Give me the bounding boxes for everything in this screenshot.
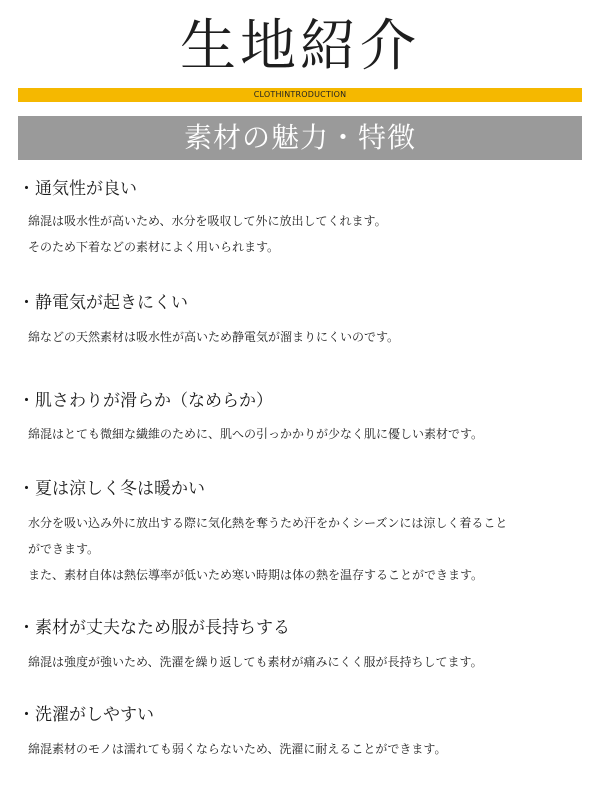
feature-text: ができます。: [28, 542, 100, 556]
feature-text: 綿などの天然素材は吸水性が高いため静電気が溜まりにくいのです。: [28, 330, 400, 344]
feature-heading: ・洗濯がしやすい: [18, 705, 154, 725]
feature-heading: ・通気性が良い: [18, 179, 137, 199]
feature-heading: ・夏は涼しく冬は暖かい: [18, 479, 205, 499]
feature-heading: ・素材が丈夫なため服が長持ちする: [18, 618, 290, 638]
feature-text: 綿混は吸水性が高いため、水分を吸収して外に放出してくれます。: [28, 214, 387, 228]
feature-text: そのため下着などの素材によく用いられます。: [28, 240, 280, 254]
feature-text: 綿混素材のモノは濡れても弱くならないため、洗濯に耐えることができます。: [28, 742, 447, 756]
feature-durability: [18, 617, 582, 675]
page-title: 生地紹介: [180, 14, 420, 79]
feature-seasonal-comfort: [18, 478, 582, 588]
page-subtitle: CLOTHINTRODUCTION: [253, 90, 347, 99]
feature-breathability: [18, 178, 582, 260]
feature-text: 綿混は強度が強いため、洗濯を繰り返しても素材が痛みにくく服が長持ちしてます。: [28, 655, 483, 669]
section-header-band: [18, 116, 582, 160]
feature-text: また、素材自体は熱伝導率が低いため寒い時期は体の熱を温存することができます。: [28, 568, 484, 582]
section-title: 素材の魅力・特徴: [183, 121, 416, 154]
feature-heading: ・肌さわりが滑らか（なめらか）: [18, 391, 273, 411]
feature-text: 水分を吸い込み外に放出する際に気化熱を奪うため汗をかくシーズンには涼しく着ること: [28, 516, 508, 530]
feature-heading: ・静電気が起きにくい: [18, 293, 188, 313]
feature-smooth-touch: [18, 390, 582, 447]
feature-antistatic: [18, 292, 582, 350]
feature-text: 綿混はとても微細な繊維のために、肌への引っかかりが少なく肌に優しい素材です。: [28, 427, 484, 441]
feature-easy-washing: [18, 704, 582, 762]
title-accent-bar: [18, 88, 582, 102]
